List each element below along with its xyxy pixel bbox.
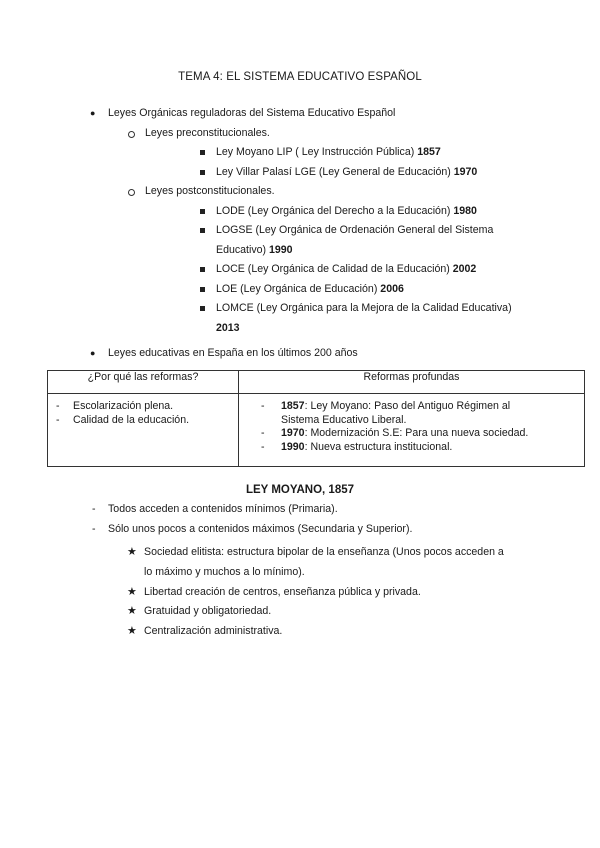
dash-bullet: - — [92, 503, 96, 515]
bullet-square — [200, 170, 205, 175]
section1-heading: Leyes Orgánicas reguladoras del Sistema Educativo Español — [108, 107, 396, 119]
moyano-point: Todos acceden a contenidos mínimos (Primaria). — [108, 503, 338, 515]
law-item: LOCE (Ley Orgánica de Calidad de la Educación) 2002 — [216, 263, 477, 275]
post-label: Leyes postconstitucionales. — [145, 185, 275, 197]
table-list-item: - 1970: Modernización S.E: Para una nueva sociedad. — [261, 427, 529, 439]
bullet-square — [200, 287, 205, 292]
bullet-square — [200, 209, 205, 214]
table-cell-why — [48, 394, 239, 467]
table-header-why: ¿Por qué las reformas? — [48, 371, 239, 394]
law-item-cont: Educativo) 1990 — [216, 244, 293, 256]
bullet-dot: ● — [90, 348, 96, 358]
reforms-table — [47, 370, 585, 467]
moyano-feature: Centralización administrativa. — [144, 625, 283, 637]
law-item: LODE (Ley Orgánica del Derecho a la Educación) 1980 — [216, 205, 477, 217]
bullet-circle — [128, 131, 135, 138]
table-cell-reforms — [239, 394, 585, 467]
moyano-feature: Libertad creación de centros, enseñanza pública y privada. — [144, 586, 421, 598]
law-item: LOE (Ley Orgánica de Educación) 2006 — [216, 283, 404, 295]
bullet-square — [200, 228, 205, 233]
moyano-point: Sólo unos pocos a contenidos máximos (Secundaria y Superior). — [108, 523, 413, 535]
table-list-item: - Escolarización plena. — [56, 400, 174, 412]
law-item: Ley Moyano LIP ( Ley Instrucción Pública) 1857 — [216, 146, 441, 158]
dash-bullet: - — [92, 523, 96, 535]
law-item: Ley Villar Palasí LGE (Ley General de Educación) 1970 — [216, 166, 478, 178]
bullet-square — [200, 306, 205, 311]
star-bullet: ★ — [127, 586, 137, 598]
star-bullet: ★ — [127, 625, 137, 637]
star-bullet: ★ — [127, 546, 137, 558]
table-list-item-cont: Sistema Educativo Liberal. — [281, 413, 407, 426]
moyano-feature-cont: lo máximo y muchos a lo mínimo). — [144, 566, 305, 578]
section2-heading: Leyes educativas en España en los últimos 200 años — [108, 347, 358, 359]
table-header-reforms: Reformas profundas — [239, 371, 585, 394]
moyano-feature: Sociedad elitista: estructura bipolar de la enseñanza (Unos pocos acceden a — [144, 546, 504, 558]
page-title: TEMA 4: EL SISTEMA EDUCATIVO ESPAÑOL — [178, 71, 422, 83]
section-title-moyano: LEY MOYANO, 1857 — [245, 484, 355, 496]
bullet-square — [200, 150, 205, 155]
bullet-dot: ● — [90, 108, 96, 118]
table-list-item: - Calidad de la educación. — [56, 413, 190, 426]
moyano-feature: Gratuidad y obligatoriedad. — [144, 605, 272, 617]
law-item: LOGSE (Ley Orgánica de Ordenación General del Sistema — [216, 224, 494, 236]
law-item-year: 2013 — [216, 322, 240, 334]
law-item: LOMCE (Ley Orgánica para la Mejora de la Calidad Educativa) — [216, 302, 512, 314]
bullet-circle — [128, 189, 135, 196]
star-bullet: ★ — [127, 605, 137, 617]
pre-label: Leyes preconstitucionales. — [145, 127, 270, 139]
table-list-item: - 1990: Nueva estructura institucional. — [261, 440, 453, 453]
bullet-square — [200, 267, 205, 272]
table-list-item: - 1857: Ley Moyano: Paso del Antiguo Régimen al — [261, 400, 511, 412]
